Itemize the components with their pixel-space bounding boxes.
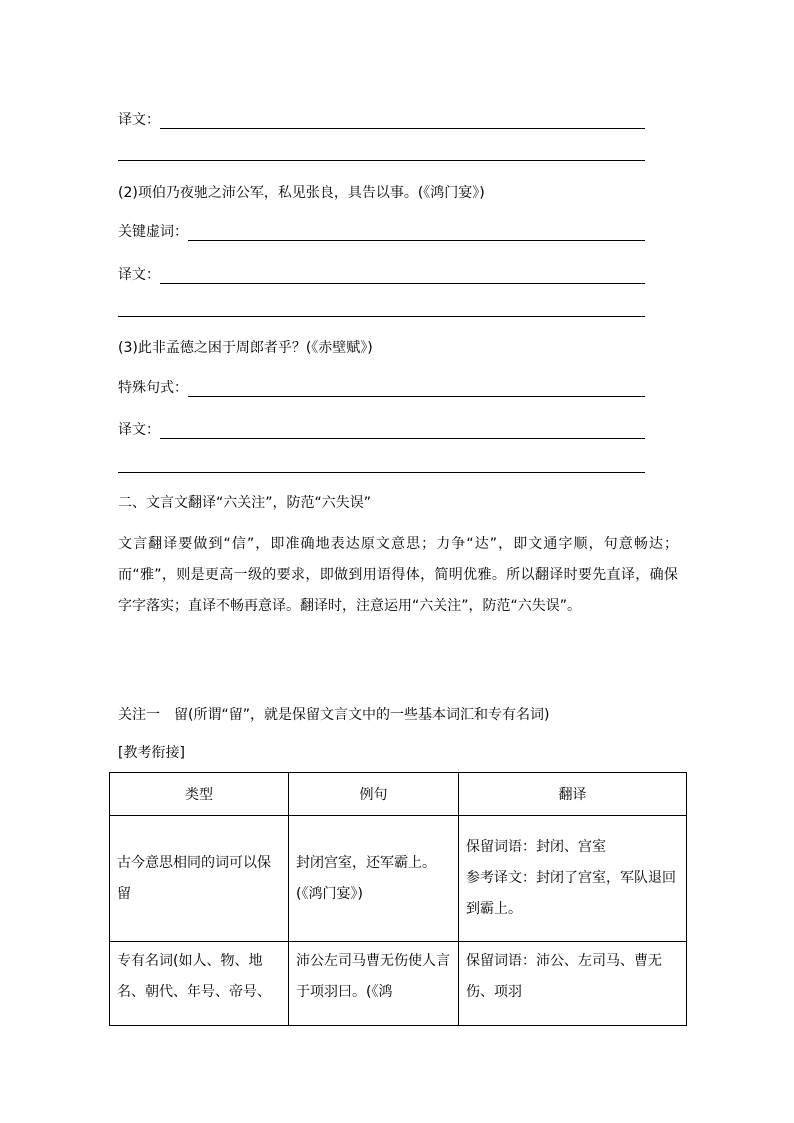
q3-syntax-row [118,378,645,398]
bridge-label: [教考衔接] [118,745,185,761]
q2-translation-row [118,265,645,285]
column-header-translation: 翻译 [459,773,687,816]
column-header-example: 例句 [289,773,459,816]
cell-example: 封闭宫室，还军霸上。(《鸿门宴》) [289,816,459,942]
answer-line[interactable] [160,127,645,129]
table-row [110,942,687,1026]
answer-line[interactable] [188,395,645,397]
answer-line[interactable] [160,437,645,439]
kept-words: 保留词语：沛公、左司马、曹无伤、项羽 [466,953,662,1000]
section-heading: 二、文言文翻译“六关注”，防范“六失误” [118,495,372,511]
q2-prompt: (2)项伯乃夜驰之沛公军，私见张良，具告以事。(《鸿门宴》) [118,185,485,201]
retention-table [109,772,687,1026]
q3-syntax-label: 特殊句式： [118,380,188,396]
cell-type: 古今意思相同的词可以保留 [110,816,289,942]
q2-translation-label: 译文： [118,267,160,283]
answer-line[interactable] [160,282,645,284]
focus-one-line: 关注一 留(所谓“留”，就是保留文言文中的一些基本词汇和专有名词) [118,707,550,723]
reference-translation: 参考译文：封闭了宫室，军队退回到霸上。 [466,870,676,917]
answer-line[interactable] [118,316,645,317]
q1-translation-label: 译文： [118,112,160,128]
answer-line[interactable] [118,472,645,473]
q3-translation-row [118,420,645,440]
cell-translation [459,816,687,942]
intro-paragraph: 文言翻译要做到“信”，即准确地表达原文意思；力争“达”，即文通字顺，句意畅达；而“雅”，则是更高一级的要求，即做到用语得体，简明优雅。所以翻译时要先直译，确保字字落实；直译不畅再意译。翻译时，注意运用“六关注”，防范“六失误”。 [118,536,678,614]
q1-translation-row [118,110,645,130]
kept-words: 保留词语：封闭、宫室 [466,839,606,855]
answer-line[interactable] [118,160,645,161]
cell-translation [459,942,687,1026]
cell-type: 专有名词(如人、物、地名、朝代、年号、帝号、 [110,942,289,1026]
q3-prompt: (3)此非孟德之困于周郎者乎？(《赤壁赋》) [118,340,373,356]
answer-line[interactable] [188,239,645,241]
table-row [110,816,687,942]
column-header-type: 类型 [110,773,289,816]
q2-keyword-label: 关键虚词： [118,224,188,240]
q3-translation-label: 译文： [118,422,160,438]
q2-keyword-row [118,222,645,242]
table-header-row [110,773,687,816]
cell-example: 沛公左司马曹无伤使人言于项羽曰。(《鸿 [289,942,459,1026]
